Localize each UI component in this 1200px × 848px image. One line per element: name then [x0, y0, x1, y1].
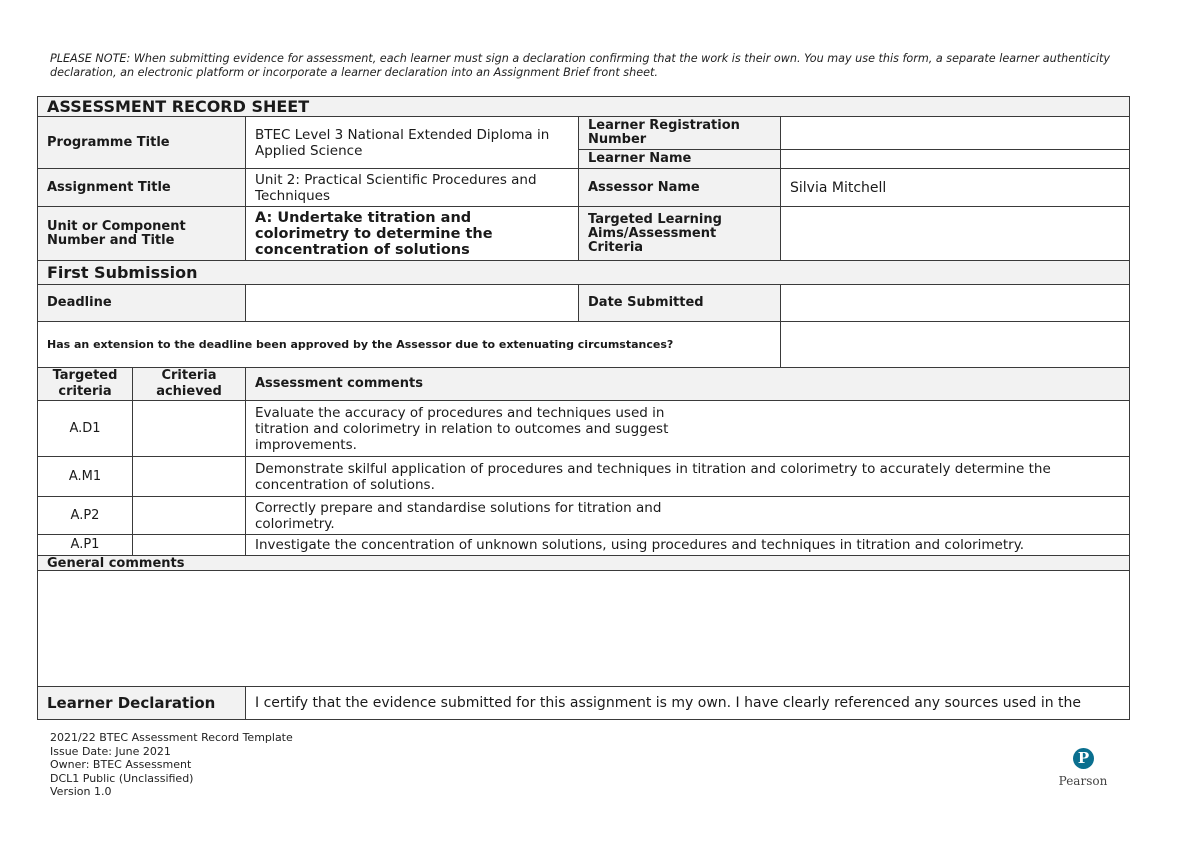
assignment-title-value: Unit 2: Practical Scientific Procedures and Techniques [246, 169, 579, 207]
targeted-aims-label: Targeted Learning Aims/Assessment Criteria [579, 207, 781, 261]
criteria-comment: Demonstrate skilful application of procedures and techniques in titration and colorimetry to accurately determine the concentration of solutions. [246, 457, 1130, 497]
criteria-achieved-field[interactable] [133, 401, 246, 457]
targeted-criteria-header: Targeted criteria [38, 368, 133, 401]
sheet-title: ASSESSMENT RECORD SHEET [38, 97, 1130, 117]
table-row [38, 457, 1130, 497]
learner-name-label: Learner Name [579, 150, 781, 169]
submission-note: PLEASE NOTE: When submitting evidence for assessment, each learner must sign a declaration confirming that the work is their own. You may use this form, a separate learner authenticity declaration, an electronic platform or incorporate a learner declaration into an Assignment Brief front sheet. [50, 52, 1110, 79]
footer-owner: Owner: BTEC Assessment [50, 758, 192, 771]
assessor-name-value: Silvia Mitchell [781, 169, 1130, 207]
extension-answer-field[interactable] [781, 322, 1130, 368]
assignment-title-label: Assignment Title [38, 169, 246, 207]
criteria-achieved-field[interactable] [133, 535, 246, 556]
pearson-wordmark: Pearson [1058, 774, 1108, 788]
table-row [38, 497, 1130, 535]
learner-name-field[interactable] [781, 150, 1130, 169]
footer-template-name: 2021/22 BTEC Assessment Record Template [50, 731, 293, 744]
footer-classification: DCL1 Public (Unclassified) [50, 771, 194, 785]
assessment-record-table [37, 96, 1130, 720]
criteria-code: A.M1 [38, 457, 133, 497]
unit-title-value: A: Undertake titration and colorimetry to determine the concentration of solutions [246, 207, 579, 261]
unit-label: Unit or Component Number and Title [38, 207, 246, 261]
general-comments-label: General comments [38, 556, 1130, 571]
criteria-achieved-field[interactable] [133, 497, 246, 535]
criteria-comment: Evaluate the accuracy of procedures and techniques used in titration and colorimetry in relation to outcomes and suggest improvements. [246, 401, 1130, 457]
programme-title-value: BTEC Level 3 National Extended Diploma in Applied Science [246, 117, 579, 169]
document-footer [50, 731, 293, 799]
extension-question: Has an extension to the deadline been approved by the Assessor due to extenuating circumstances? [38, 322, 781, 368]
pearson-logo-icon: P [1073, 748, 1094, 769]
deadline-field[interactable] [246, 285, 579, 322]
assessor-name-label: Assessor Name [579, 169, 781, 207]
criteria-code: A.P1 [38, 535, 133, 556]
criteria-comment: Correctly prepare and standardise solutions for titration and colorimetry. [246, 497, 1130, 535]
targeted-aims-field[interactable] [781, 207, 1130, 261]
table-row [38, 535, 1130, 556]
criteria-comment: Investigate the concentration of unknown solutions, using procedures and techniques in titration and colorimetry. [246, 535, 1130, 556]
pearson-logo [1052, 748, 1112, 792]
deadline-label: Deadline [38, 285, 246, 322]
learner-registration-label: Learner Registration Number [579, 117, 781, 150]
general-comments-field[interactable] [38, 571, 1130, 687]
assessment-comments-header: Assessment comments [246, 368, 1130, 401]
learner-declaration-label: Learner Declaration [38, 687, 246, 720]
date-submitted-label: Date Submitted [579, 285, 781, 322]
footer-issue-date: Issue Date: June 2021 [50, 744, 171, 758]
footer-version: Version 1.0 [50, 785, 112, 798]
date-submitted-field[interactable] [781, 285, 1130, 322]
criteria-code: A.P2 [38, 497, 133, 535]
table-row [38, 401, 1130, 457]
learner-declaration-text: I certify that the evidence submitted for this assignment is my own. I have clearly referenced any sources used in the [246, 687, 1130, 720]
criteria-achieved-header: Criteria achieved [133, 368, 246, 401]
learner-registration-field[interactable] [781, 117, 1130, 150]
first-submission-heading: First Submission [38, 261, 1130, 285]
programme-title-label: Programme Title [38, 117, 246, 169]
criteria-achieved-field[interactable] [133, 457, 246, 497]
criteria-code: A.D1 [38, 401, 133, 457]
